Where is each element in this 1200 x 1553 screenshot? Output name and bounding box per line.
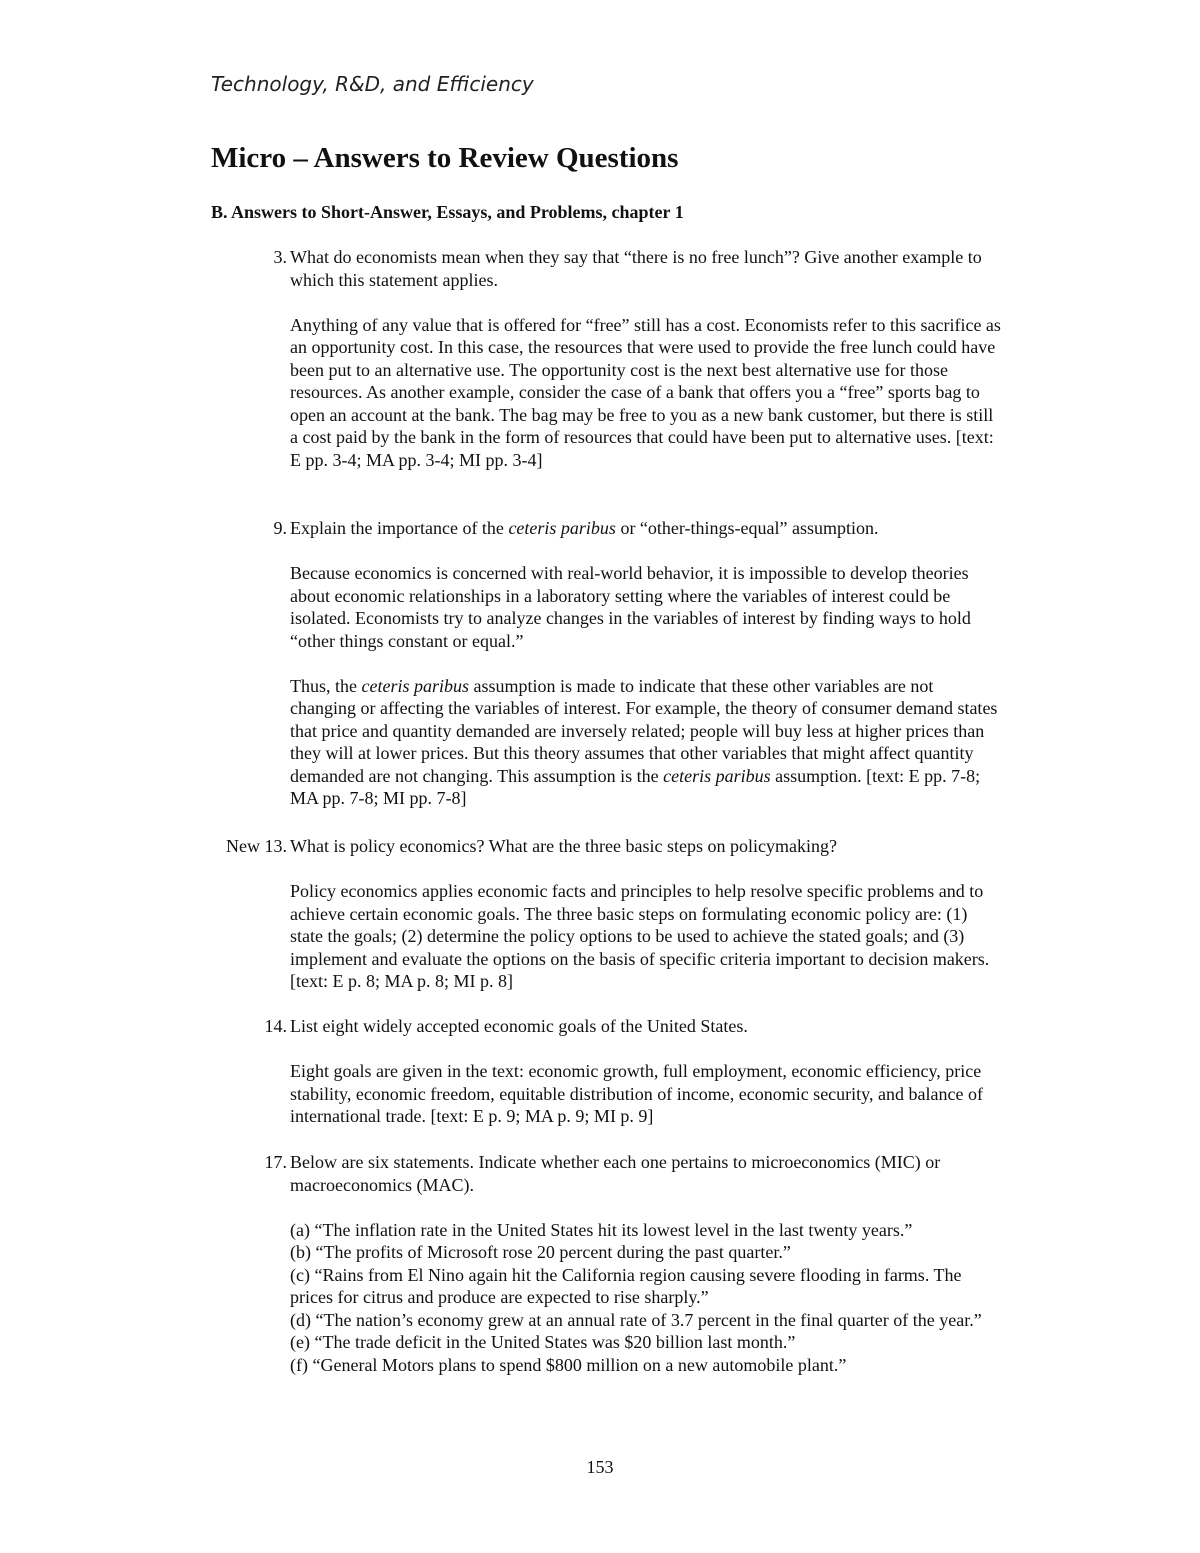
statement-item: (e) “The trade deficit in the United States was $20 billion last month.”: [290, 1332, 796, 1352]
latin-term: ceteris paribus: [508, 518, 616, 538]
page-number: 153: [586, 1457, 614, 1477]
question-number: 9.: [273, 518, 287, 538]
question-number: 14.: [264, 1016, 287, 1036]
question-text: What is policy economics? What are the three basic steps on policymaking?: [290, 836, 837, 856]
question-text: List eight widely accepted economic goals of the United States.: [290, 1016, 748, 1036]
page-title: Micro – Answers to Review Questions: [211, 142, 679, 174]
answer-text: Eight goals are given in the text: economic growth, full employment, economic efficiency, price stability, economic freedom, equitable distribution of income, economic security, and balance of international trade. [text: E p. 9; MA p. 9; MI p. 9]: [290, 1061, 983, 1126]
question-14: [211, 1015, 1001, 1128]
question-number: 3.: [273, 247, 287, 267]
section-heading: B. Answers to Short-Answer, Essays, and Problems, chapter 1: [211, 202, 684, 222]
question-text: Below are six statements. Indicate whether each one pertains to microeconomics (MIC) or macroeconomics (MAC).: [290, 1152, 941, 1195]
answer-text: Anything of any value that is offered for “free” still has a cost. Economists refer to this sacrifice as an opportunity cost. In this case, the resources that were used to provide the free lunch could have been put to an alternative use. The opportunity cost is the next best alternative use for those resources. As another example, consider the case of a bank that offers you a “free” sports bag to open an account at the bank. The bag may be free to you as a new bank customer, but there is still a cost paid by the bank in the form of resources that could have been put to alternative uses. [text: E pp. 3-4; MA pp. 3-4; MI pp. 3-4]: [290, 314, 1001, 470]
statement-item: (b) “The profits of Microsoft rose 20 percent during the past quarter.”: [290, 1242, 791, 1262]
statement-item: (d) “The nation’s economy grew at an annual rate of 3.7 percent in the final quarter of the year.”: [290, 1309, 982, 1330]
answer-text: Because economics is concerned with real-world behavior, it is impossible to develop theories about economic relationships in a laboratory setting where the variables of interest could be isolated. Economists try to analyze changes in the variables of interest by finding ways to hold “other things constant or equal.”: [290, 563, 971, 651]
latin-term: ceteris paribus: [361, 675, 469, 696]
question-text: What do economists mean when they say that “there is no free lunch”? Give another example to which this statement applies.: [290, 247, 982, 290]
question-9: [211, 517, 1001, 810]
answer-text: Thus, the ceteris paribus assumption is made to indicate that these other variables are not changing or affecting the variables of interest. For example, the theory of consumer demand states that price and quantity demanded are inversely related; people will buy less at higher prices than they will at lower prices. But this theory assumes that other variables that might affect quantity demanded are not changing. This assumption is the ceteris paribus assumption. [text: E pp. 7-8; MA pp. 7-8; MI pp. 7-8]: [290, 675, 998, 808]
running-header: Technology, R&D, and Efficiency: [211, 72, 534, 96]
question-number: 17.: [264, 1152, 287, 1172]
latin-term: ceteris paribus: [663, 765, 771, 786]
answer-text: Policy economics applies economic facts and principles to help resolve specific problems and to achieve certain economic goals. The three basic steps on formulating economic policy are: (1) state the goals; (2) determine the policy options to be used to achieve the stated goals; and (3) implement and evaluate the options on the basis of specific criteria important to decision makers. [text: E p. 8; MA p. 8; MI p. 8]: [290, 881, 990, 991]
question-17: [211, 1151, 1001, 1376]
statement-item: (f) “General Motors plans to spend $800 million on a new automobile plant.”: [290, 1354, 847, 1375]
question-3: [211, 246, 1001, 471]
statement-item: (c) “Rains from El Nino again hit the California region causing severe flooding in farms. The prices for citrus and produce are expected to rise sharply.”: [290, 1264, 962, 1307]
question-text: Explain the importance of the ceteris paribus or “other-things-equal” assumption.: [290, 518, 879, 538]
question-13: [211, 835, 1001, 993]
statement-item: (a) “The inflation rate in the United States hit its lowest level in the last twenty years.”: [290, 1219, 913, 1240]
question-number: New 13.: [226, 836, 287, 856]
statement-list: [290, 1219, 1001, 1377]
